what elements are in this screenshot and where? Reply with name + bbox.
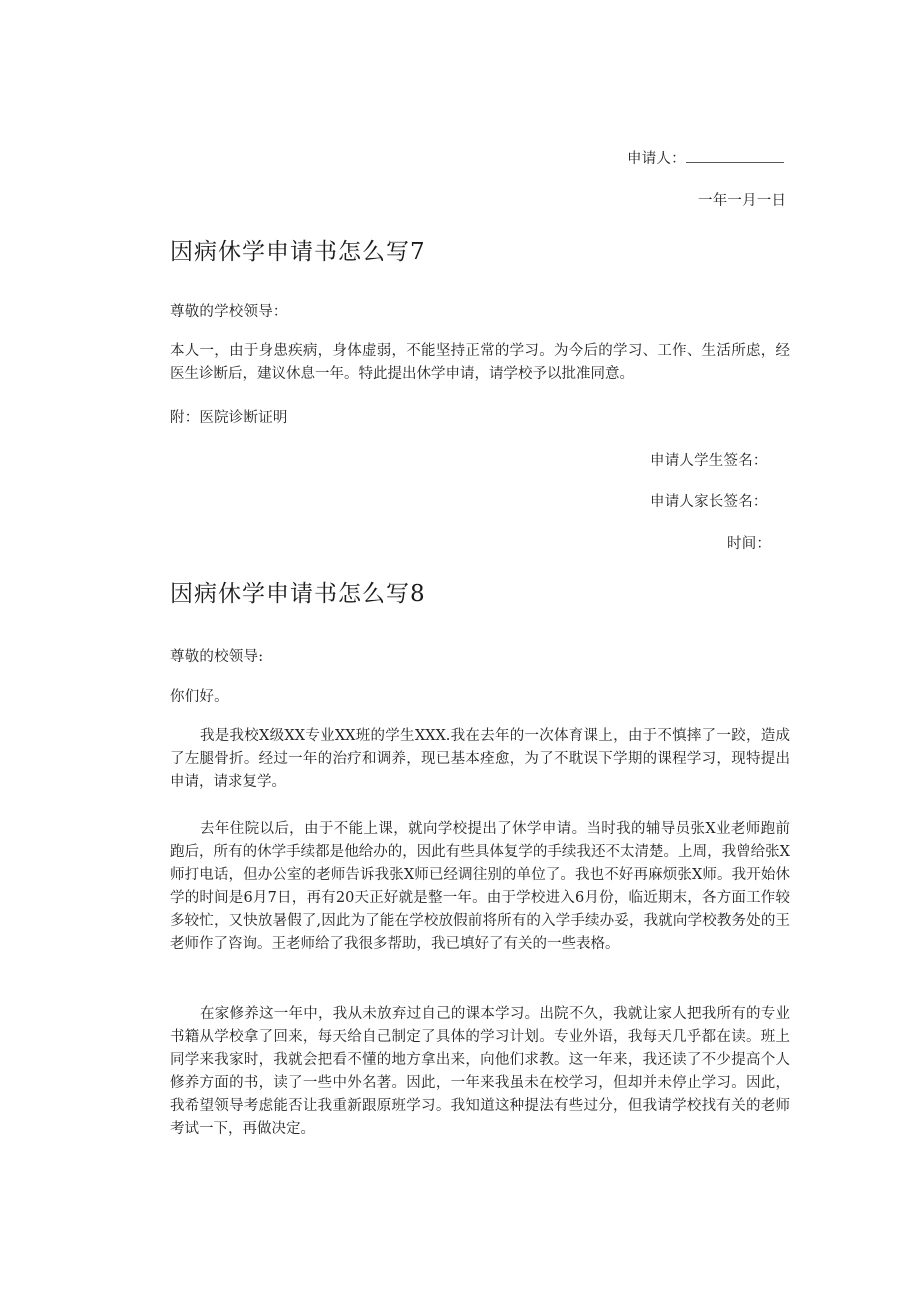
date-line: 一年一月一日 [698,193,787,209]
section7-attachment: 附：医院诊断证明 [170,410,288,426]
section8-paragraph-1: 我是我校X级XX专业XX班的学生XXX.我在去年的一次体育课上，由于不慎摔了一跤，造成了左腿骨折。经过一年的治疗和调养，现已基本痊愈，为了不耽误下学期的课程学习，现特提出申请，请求复学。 [170,728,790,790]
student-signature-label: 申请人学生签名： [650,453,768,469]
applicant-blank [686,152,784,163]
section8-title: 因病休学申请书怎么写8 [170,581,426,607]
parent-signature-label: 申请人家长签名： [650,494,768,510]
section7-body: 本人一，由于身患疾病，身体虚弱，不能坚持正常的学习。为今后的学习、工作、生活所虑，经医生诊断后，建议休息一年。特此提出休学申请，请学校予以批准同意。 [170,343,790,382]
section7-title: 因病休学申请书怎么写7 [170,239,426,265]
section8-hello: 你们好。 [170,689,229,705]
section8-greeting: 尊敬的校领导: [170,649,264,665]
applicant-label: 申请人： [627,151,686,167]
section8-paragraph-2: 去年住院以后，由于不能上课，就向学校提出了休学申请。当时我的辅导员张X业老师跑前跑后，所有的休学手续都是他给办的，因此有些具体复学的手续我还不太清楚。上周，我曾给张X师打电话，但办公室的老师告诉我张X师已经调往别的单位了。我也不好再麻烦张X师。我开始休学的时间是6月7日，再有20天正好就是整一年。由于学校进入6月份，临近期末，各方面工作较多较忙，又快放暑假了,因此为了能在学校放假前将所有的入学手续办妥，我就向学校教务处的王老师作了咨询。王老师给了我很多帮助，我已填好了有关的一些表格。 [170,821,790,952]
section7-greeting: 尊敬的学校领导： [170,304,288,320]
section8-paragraph-3: 在家修养这一年中，我从未放弃过自己的课本学习。出院不久，我就让家人把我所有的专业书籍从学校拿了回来，每天给自己制定了具体的学习计划。专业外语，我每天几乎都在读。班上同学来我家时，我就会把看不懂的地方拿出来，向他们求教。这一年来，我还读了不少提高个人修养方面的书，读了一些中外名著。因此，一年来我虽未在校学习，但却并未停止学习。因此，我希望领导考虑能否让我重新跟原班学习。我知道这种提法有些过分，但我请学校找有关的老师考试一下，再做决定。 [170,1006,790,1137]
time-label: 时间： [727,536,772,552]
applicant-line [627,147,784,168]
